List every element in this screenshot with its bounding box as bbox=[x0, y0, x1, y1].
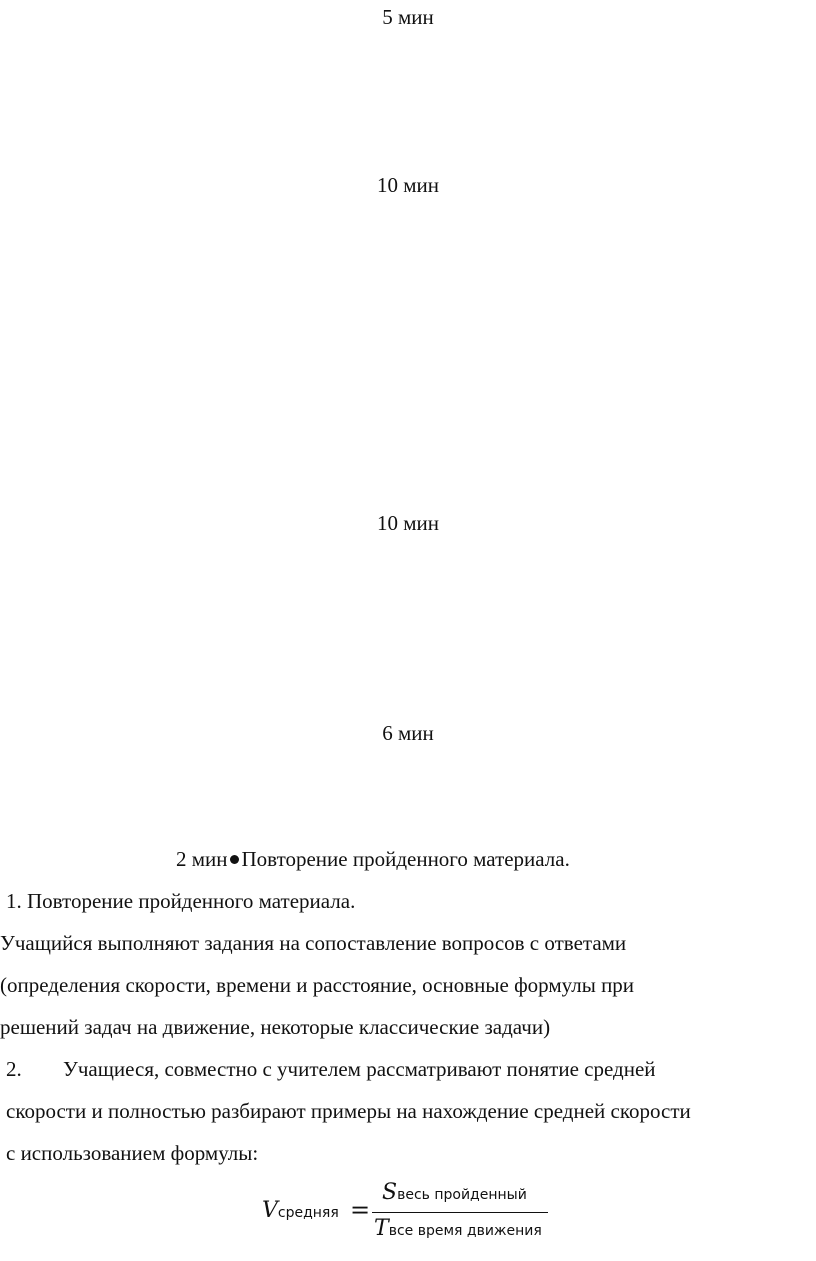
formula-lhs bbox=[262, 1198, 339, 1223]
paragraph-1-line-1: Учащийся выполняют задания на сопоставление вопросов с ответами bbox=[0, 931, 627, 955]
formula-s-subscript: весь пройденный bbox=[397, 1187, 527, 1203]
timing-10-min-first: 10 мин bbox=[376, 173, 439, 197]
section-heading-line bbox=[176, 846, 570, 872]
formula-equals: = bbox=[350, 1196, 371, 1224]
item-2-line-3: с использованием формулы: bbox=[6, 1141, 259, 1165]
timing-6-min: 6 мин bbox=[382, 721, 434, 745]
formula-fraction-bar bbox=[372, 1212, 548, 1213]
item-2-line-2: скорости и полностью разбирают примеры на нахождение средней скорости bbox=[6, 1099, 691, 1123]
timing-5-min: 5 мин bbox=[382, 5, 434, 29]
paragraph-1-line-3: решений задач на движение, некоторые классические задачи) bbox=[0, 1015, 551, 1039]
formula-t: T bbox=[374, 1216, 389, 1241]
item-2-number: 2. bbox=[6, 1057, 22, 1081]
average-speed-formula bbox=[262, 1176, 562, 1246]
formula-numerator bbox=[382, 1180, 527, 1205]
item-2-text-line-1: Учащиеся, совместно с учителем рассматривают понятие средней bbox=[63, 1057, 656, 1081]
timing-2-min: 2 мин bbox=[176, 847, 228, 871]
formula-s: S bbox=[382, 1180, 398, 1205]
item-2-line-1 bbox=[6, 1056, 656, 1082]
timing-10-min-second: 10 мин bbox=[376, 511, 439, 535]
item-1-heading: 1. Повторение пройденного материала. bbox=[6, 889, 356, 913]
formula-v-subscript: средняя bbox=[277, 1205, 339, 1221]
section-heading: Повторение пройденного материала. bbox=[241, 847, 570, 871]
formula-denominator bbox=[374, 1216, 542, 1241]
formula-t-subscript: все время движения bbox=[388, 1223, 542, 1239]
bullet-icon bbox=[230, 855, 239, 864]
formula-v: V bbox=[262, 1198, 278, 1223]
paragraph-1-line-2: (определения скорости, времени и расстояние, основные формулы при bbox=[0, 973, 635, 997]
